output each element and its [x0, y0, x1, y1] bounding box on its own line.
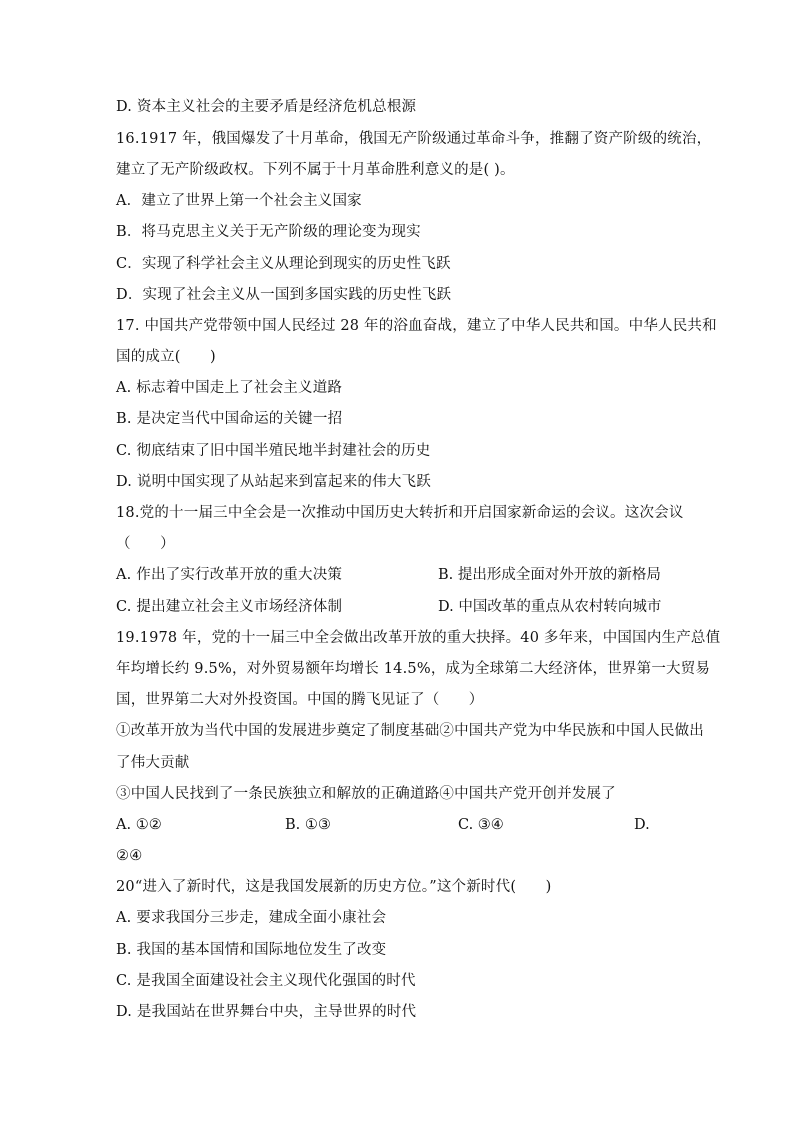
- q16-option-b: B．将马克思主义关于无产阶级的理论变为现实: [116, 224, 421, 240]
- q19-statement-line3: ③中国人民找到了一条民族独立和解放的正确道路④中国共产党开创并发展了: [116, 786, 616, 802]
- q15-option-d: D. 资本主义社会的主要矛盾是经济危机总根源: [116, 99, 417, 115]
- q19-option-a: A. ①②: [116, 817, 162, 833]
- q19-statement-line2: 了伟大贡献: [116, 755, 190, 771]
- q19-option-d-value: ②④: [116, 848, 143, 864]
- q16-option-d: D．实现了社会主义从一国到多国实践的历史性飞跃: [116, 287, 452, 303]
- q20-option-c: C. 是我国全面建设社会主义现代化强国的时代: [116, 973, 416, 989]
- q19-option-d: D.: [634, 817, 650, 833]
- q18-stem-line2: （ ）: [116, 536, 175, 552]
- q20-option-b: B. 我国的基本国情和国际地位发生了改变: [116, 942, 387, 958]
- q20-option-a: A. 要求我国分三步走，建成全面小康社会: [116, 910, 387, 926]
- q17-option-c: C. 彻底结束了旧中国半殖民地半封建社会的历史: [116, 443, 431, 459]
- q18-option-a: A. 作出了实行改革开放的重大决策: [116, 567, 343, 583]
- q17-option-b: B. 是决定当代中国命运的关键一招: [116, 411, 343, 427]
- q18-stem-line1: 18.党的十一届三中全会是一次推动中国历史大转折和开启国家新命运的会议。这次会议: [116, 505, 684, 521]
- q19-option-b: B. ①③: [285, 817, 331, 833]
- q18-option-d: D. 中国改革的重点从农村转向城市: [438, 599, 662, 615]
- q16-option-a: A．建立了世界上第一个社会主义国家: [116, 193, 362, 209]
- q20-option-d: D. 是我国站在世界舞台中央，主导世界的时代: [116, 1004, 417, 1020]
- q17-option-d: D. 说明中国实现了从站起来到富起来的伟大飞跃: [116, 474, 431, 490]
- q19-stem-line1: 19.1978 年，党的十一届三中全会做出改革开放的重大抉择。40 多年来，中国国内生产总值: [116, 630, 721, 646]
- q17-stem-line1: 17. 中国共产党带领中国人民经过 28 年的浴血奋战，建立了中华人民共和国。中华人民共和: [116, 318, 717, 334]
- q16-stem-line1: 16.1917 年，俄国爆发了十月革命，俄国无产阶级通过革命斗争，推翻了资产阶级的统治，: [116, 131, 712, 147]
- q16-stem-line2: 建立了无产阶级政权。下列不属于十月革命胜利意义的是( )。: [116, 162, 515, 178]
- q18-option-b: B. 提出形成全面对外开放的新格局: [438, 567, 661, 583]
- q18-option-c: C. 提出建立社会主义市场经济体制: [116, 599, 343, 615]
- q16-option-c: C．实现了科学社会主义从理论到现实的历史性飞跃: [116, 256, 451, 272]
- q19-statement-line1: ①改革开放为当代中国的发展进步奠定了制度基础②中国共产党为中华民族和中国人民做出: [116, 723, 704, 739]
- q19-stem-line3: 国，世界第二大对外投资国。中国的腾飞见证了（ ）: [116, 692, 484, 708]
- q17-stem-line2: 国的成立( ): [116, 349, 216, 365]
- q20-stem: 20“进入了新时代，这是我国发展新的历史方位。”这个新时代( ): [116, 879, 552, 895]
- q19-stem-line2: 年均增长约 9.5%，对外贸易额年均增长 14.5%，成为全球第二大经济体，世界第一大贸易: [116, 661, 711, 677]
- q19-option-c: C. ③④: [458, 817, 504, 833]
- q17-option-a: A. 标志着中国走上了社会主义道路: [116, 380, 343, 396]
